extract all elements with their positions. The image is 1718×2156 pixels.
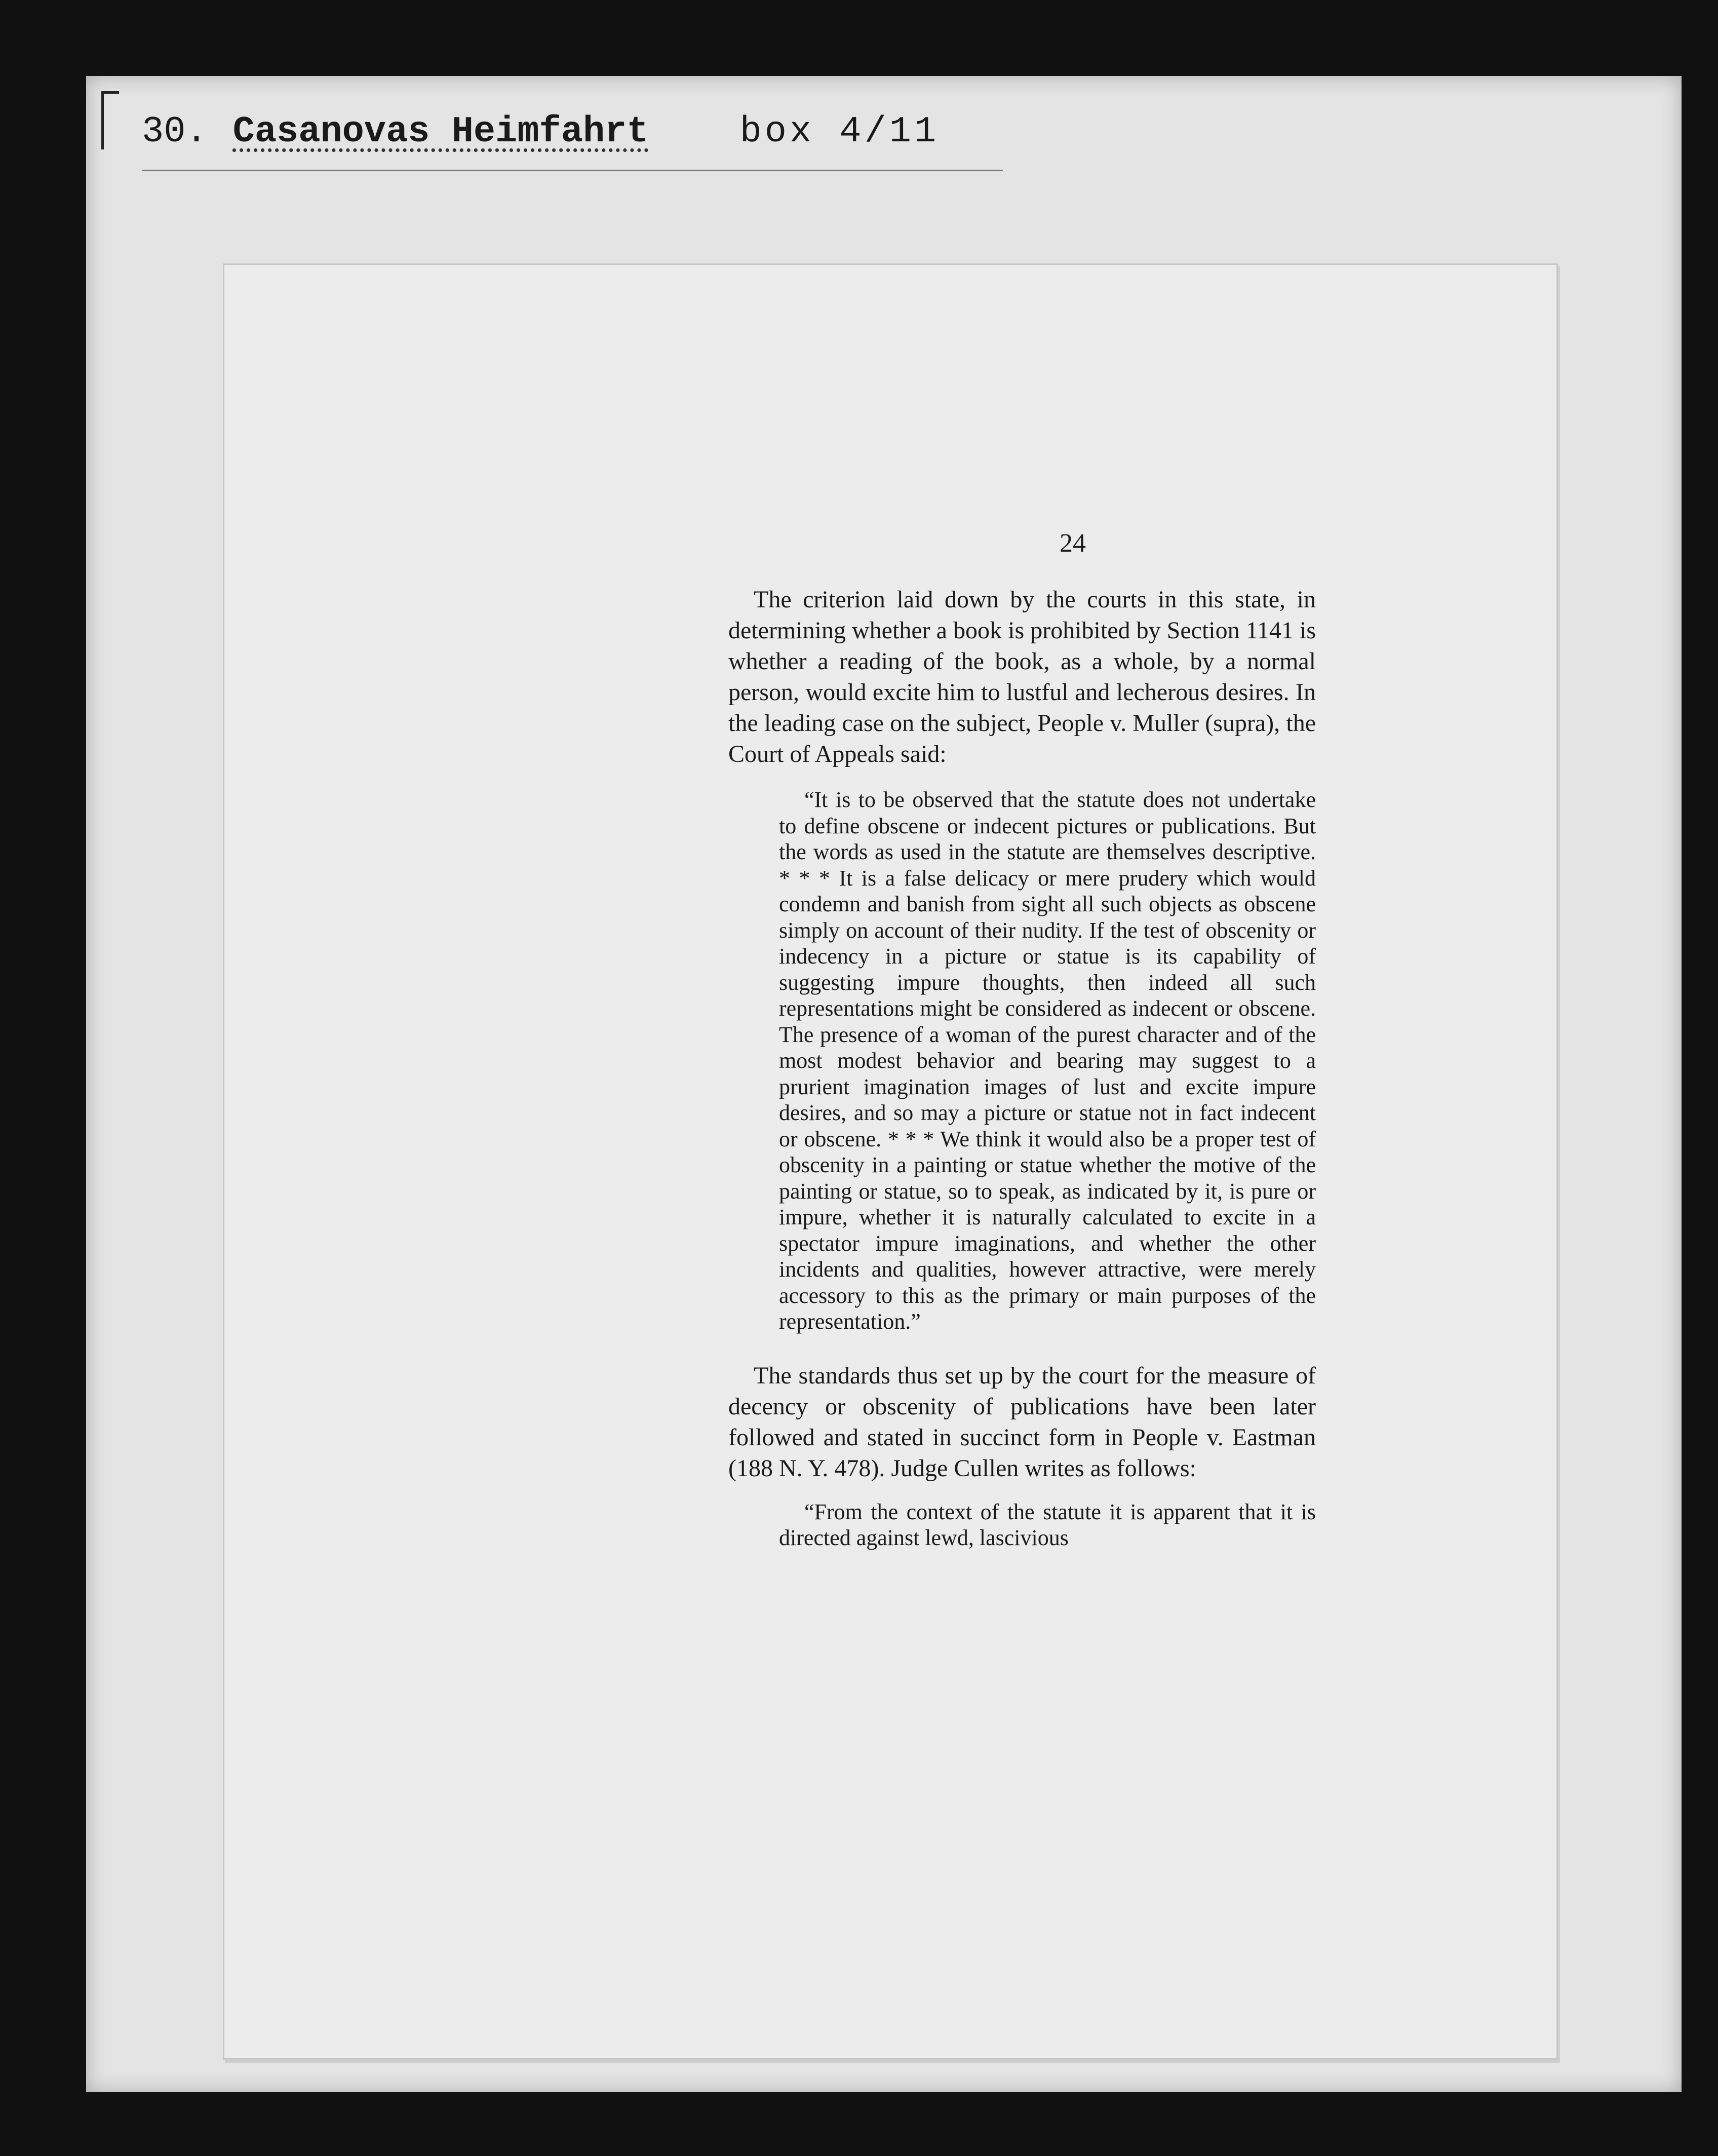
- paragraph-2: The standards thus set up by the court for the measure of decency or obscenity of publications have been later followed and stated in succinct form in People v. Eastman (188 N. Y. 478). Judge Cullen writes as follows:: [728, 1362, 1316, 1482]
- block-quote-1: “It is to be observed that the statute does not undertake to define obscene or indecent pictures or publications. But the words as used in the statute are themselves descriptive. * * * It is a false delicacy or mere prudery which would condemn and banish from sight all such objects as obscene simply on account of their nudity. If the test of obscenity or indecency in a picture or statue is its capability of suggesting impure thoughts, then indeed all such representations might be considered as indecent or obscene. The presence of a woman of the purest character and of the most modest behavior and bearing may suggest to a prurient imagination images of lust and excite impure desires, and so may a picture or statue not in fact indecent or obscene. * * * We think it would also be a proper test of obscenity in a painting or statue whether the motive of the painting or statue, so to speak, as indicated by it, is pure or impure, whether it is naturally calculated to excite in a spectator impure imaginations, and whether the other incidents and qualities, however attractive, were merely accessory to this as the primary or main purposes of the representation.”: [779, 787, 1316, 1334]
- header-box-label: box 4/11: [739, 111, 940, 152]
- corner-mark: [101, 91, 119, 149]
- paragraph-1: The criterion laid down by the courts in this state, in determining whether a book is prohibited by Section 1141 is whether a reading of the book, as a whole, by a normal person, would excite him to lustful and lecherous desires. In the leading case on the subject, People v. Muller (supra), the Court of Appeals said:: [728, 586, 1316, 767]
- archive-header: [142, 94, 1003, 171]
- block-quote-2: “From the context of the statute it is apparent that it is directed against lewd, lascivious: [779, 1499, 1316, 1550]
- page-number: 24: [1060, 529, 1086, 558]
- document-page: [223, 263, 1558, 2060]
- header-number: 30.: [142, 111, 208, 152]
- header-title: Casanovas Heimfahrt: [232, 111, 649, 152]
- text-column: [728, 584, 1316, 1551]
